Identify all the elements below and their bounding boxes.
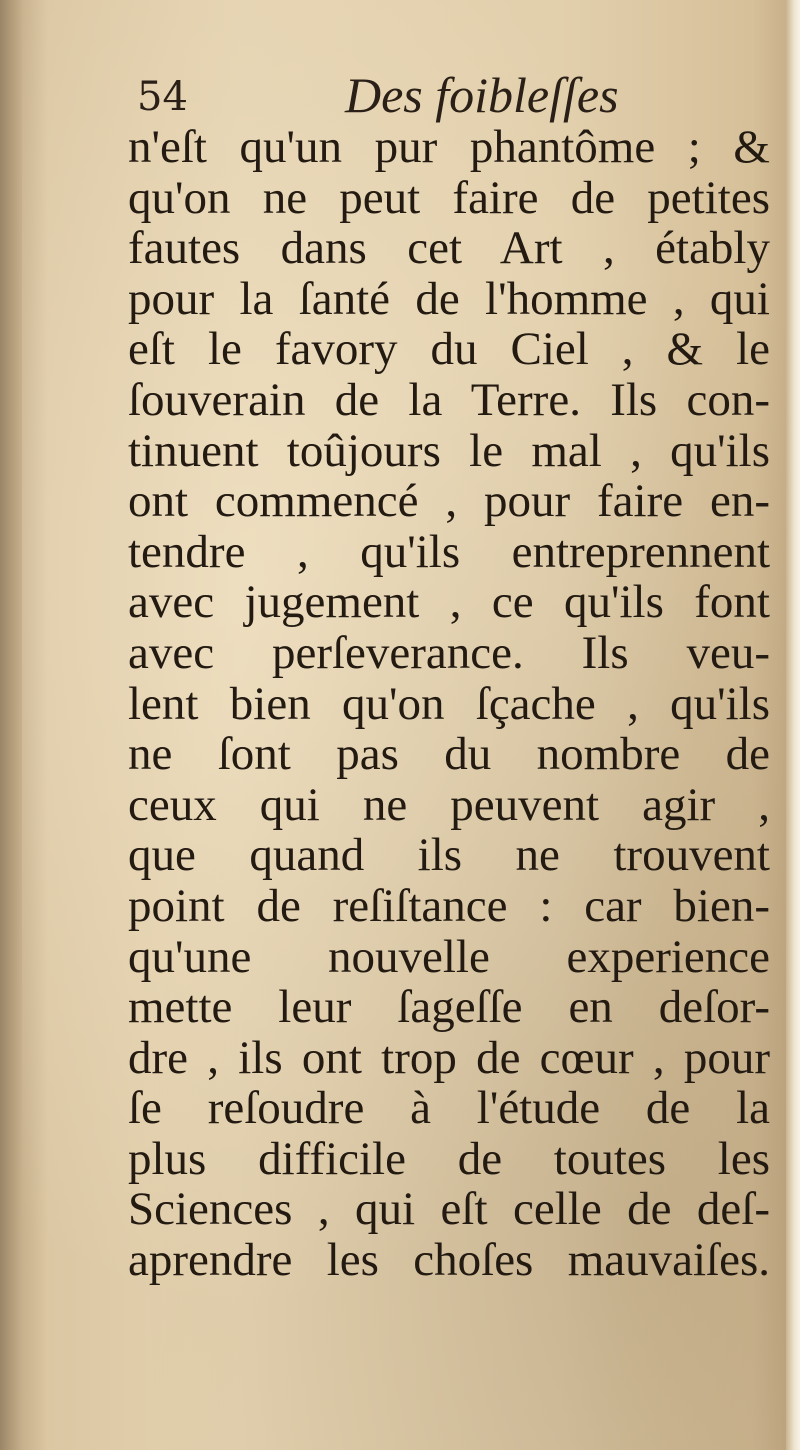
text-line: qu'une nouvelle experience (128, 930, 770, 983)
text-line: dre , ils ont trop de cœur , pour (128, 1031, 770, 1084)
text-line: avec jugement , ce qu'ils font (128, 576, 770, 629)
text-line: ont commencé , pour faire en- (128, 475, 770, 528)
running-title: Des foibleſſes (345, 67, 619, 123)
text-line: mette leur ſageſſe en deſor- (128, 981, 770, 1034)
text-line: eſt le favory du Ciel , & le (128, 323, 770, 376)
text-line: tinuent toûjours le mal , qu'ils (128, 424, 770, 477)
page-right-edge (786, 0, 800, 1450)
page-gutter-shadow (0, 0, 22, 1450)
body-text (128, 122, 770, 1286)
text-line: ſouverain de la Terre. Ils con- (128, 373, 770, 426)
text-line: avec perſeverance. Ils veu- (128, 626, 770, 679)
text-line: qu'on ne peut faire de petites (128, 171, 770, 224)
text-line: Sciences , qui eſt celle de deſ- (128, 1183, 770, 1236)
text-line: pour la ſanté de l'homme , qui (128, 272, 770, 325)
text-line: aprendre les choſes mauvaiſes. (128, 1234, 770, 1287)
text-line: plus difficile de toutes les (128, 1132, 770, 1185)
text-line: lent bien qu'on ſçache , qu'ils (128, 677, 770, 730)
text-line: que quand ils ne trouvent (128, 829, 770, 882)
page-number: 54 (137, 74, 188, 120)
text-line: point de reſiſtance : car bien- (128, 879, 770, 932)
text-line: tendre , qu'ils entreprennent (128, 525, 770, 578)
text-line: ceux qui ne peuvent agir , (128, 778, 770, 831)
text-line: ſe reſoudre à l'étude de la (128, 1082, 770, 1135)
text-line: ne ſont pas du nombre de (128, 728, 770, 781)
text-line: fautes dans cet Art , étably (128, 222, 770, 275)
text-line: n'eſt qu'un pur phantôme ; & (128, 121, 770, 173)
